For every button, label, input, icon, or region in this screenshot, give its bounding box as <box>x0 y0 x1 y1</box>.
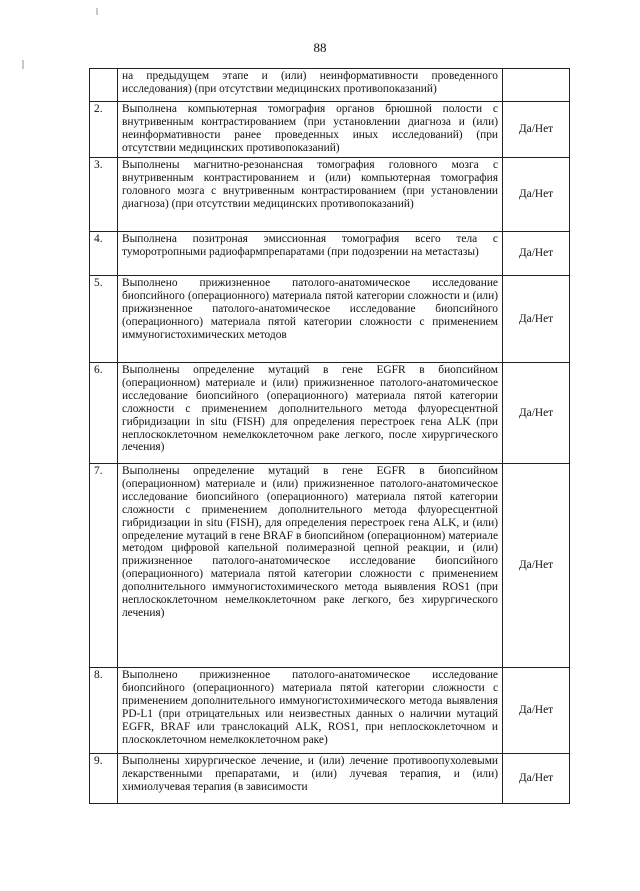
criterion-text: Выполнены хирургическое лечение, и (или) лечение противоопухолевыми лекарственными препаратами, и (или) лучевая терапия, и (или) химиолучевая терапия (в зависимости <box>118 754 503 804</box>
criterion-text: на предыдущем этапе и (или) неинформативности проведенного исследования) (при отсутствии медицинских противопоказаний) <box>118 69 503 102</box>
table-row <box>90 276 570 363</box>
table-row <box>90 363 570 464</box>
answer-cell: Да/Нет <box>503 464 570 668</box>
answer-cell <box>503 69 570 102</box>
criteria-table <box>89 68 570 804</box>
answer-cell: Да/Нет <box>503 276 570 363</box>
criterion-text: Выполнено прижизненное патолого-анатомическое исследование биопсийного (операционного) материала пятой категории сложности и (или) прижизненное патолого-анатомическое исследование биопсийного (операционного) материала пятой категории сложности с применением иммуногистохимических методов <box>118 276 503 363</box>
criterion-text: Выполнена позитроная эмиссионная томография всего тела с туморотропными радиофармпрепаратами (при подозрении на метастазы) <box>118 232 503 276</box>
answer-cell: Да/Нет <box>503 754 570 804</box>
criterion-text: Выполнены определение мутаций в гене EGFR в биопсийном (операционном) материале и (или) прижизненное патолого-анатомическое исследование биопсийного (операционного) материала пятой категории сложности с применением дополнительного метода флуоресцентной гибридизации in situ (FISH), для определения перестроек гена ALK, и (или) определение мутаций в гене BRAF в биопсийном (операционном) материале методом цифровой капельной полимеразной цепной реакции, и (или) прижизненное патолого-анатомическое исследование биопсийного (операционного) материала пятой категории сложности с применением дополнительного иммуногистохимического метода выявления ROS1 (при неплоскоклеточном немелкоклеточном раке легкого, без хирургического лечения) <box>118 464 503 668</box>
answer-cell: Да/Нет <box>503 158 570 232</box>
answer-cell: Да/Нет <box>503 102 570 158</box>
table-row <box>90 69 570 102</box>
row-number: 5. <box>90 276 118 363</box>
scan-edge-mark-left <box>22 60 24 69</box>
table-row <box>90 754 570 804</box>
scan-edge-mark-top <box>96 8 98 15</box>
criterion-text: Выполнены магнитно-резонансная томография головного мозга с внутривенным контрастированием и (или) компьютерная томография головного мозга с внутривенным контрастированием (при установлении диагноза) (при отсутствии медицинских противопоказаний) <box>118 158 503 232</box>
table-row <box>90 102 570 158</box>
row-number: 2. <box>90 102 118 158</box>
page-number: 88 <box>313 40 327 55</box>
answer-cell: Да/Нет <box>503 363 570 464</box>
answer-cell: Да/Нет <box>503 232 570 276</box>
row-number: 7. <box>90 464 118 668</box>
table-row <box>90 232 570 276</box>
row-number: 3. <box>90 158 118 232</box>
row-number: 9. <box>90 754 118 804</box>
row-number: 6. <box>90 363 118 464</box>
table-row <box>90 668 570 754</box>
criterion-text: Выполнена компьютерная томография органов брюшной полости с внутривенным контрастированием (при установлении диагноза и (или) неинформативности ранее проведенных иных исследований) (при отсутствии медицинских противопоказаний) <box>118 102 503 158</box>
table-row <box>90 464 570 668</box>
row-number: 4. <box>90 232 118 276</box>
criterion-text: Выполнены определение мутаций в гене EGFR в биопсийном (операционном) материале и (или) прижизненное патолого-анатомическое исследование биопсийного (операционного) материала пятой категории сложности с применением дополнительного метода флуоресцентной гибридизации in situ (FISH) для определения перестроек гена ALK (при неплоскоклеточном немелкоклеточном раке легкого, после хирургического лечения) <box>118 363 503 464</box>
row-number: 8. <box>90 668 118 754</box>
answer-cell: Да/Нет <box>503 668 570 754</box>
row-number <box>90 69 118 102</box>
criterion-text: Выполнено прижизненное патолого-анатомическое исследование биопсийного (операционного) материала пятой категории сложности с применением дополнительного иммуногистохимического метода выявления PD-L1 (при отрицательных или неизвестных данных о наличии мутаций EGFR, BRAF или транслокаций ALK, ROS1, при неплоскоклеточном и плоскоклеточном немелкоклеточном раке) <box>118 668 503 754</box>
table-row <box>90 158 570 232</box>
